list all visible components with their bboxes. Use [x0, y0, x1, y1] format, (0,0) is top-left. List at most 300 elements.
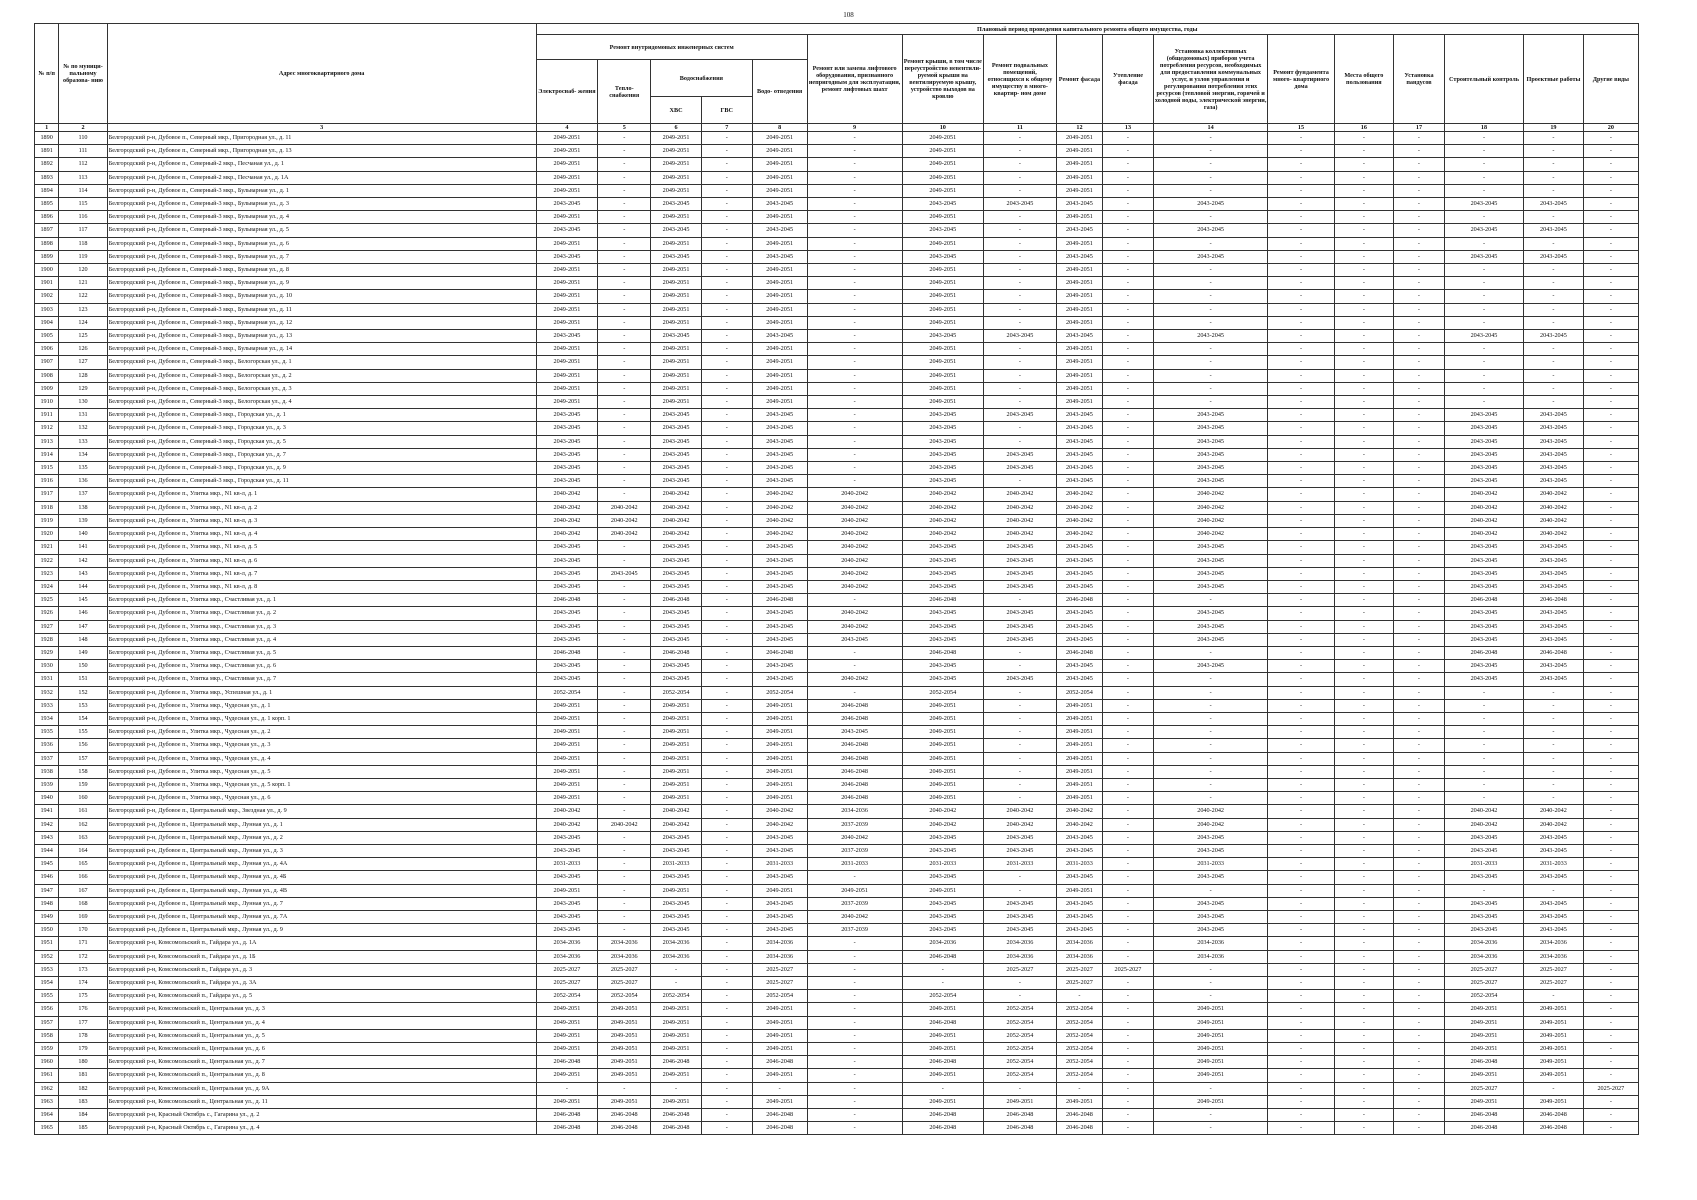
table-cell: - [1268, 739, 1334, 752]
table-row [35, 237, 1639, 250]
table-cell: - [1394, 264, 1445, 277]
table-cell: - [1153, 343, 1268, 356]
table-cell: - [1103, 237, 1154, 250]
table-cell: 2052-2054 [1444, 990, 1523, 1003]
table-cell: - [1444, 211, 1523, 224]
table-cell: - [701, 633, 752, 646]
table-cell: 132 [59, 422, 108, 435]
table-cell: - [1583, 171, 1638, 184]
col-header-gvs: ГВС [701, 97, 752, 124]
table-cell: - [1444, 396, 1523, 409]
table-cell: 2049-2051 [1056, 343, 1102, 356]
table-cell: - [701, 924, 752, 937]
table-row [35, 937, 1639, 950]
table-cell: Белгородский р-н, Дубовое п., Северный-2 мкр., Песчаная ул., д. 1 [107, 158, 536, 171]
table-cell: 2037-2039 [807, 897, 902, 910]
table-cell: 2049-2051 [1056, 184, 1102, 197]
table-row [35, 1069, 1639, 1082]
table-cell: - [984, 382, 1057, 395]
table-cell: 1939 [35, 778, 59, 791]
table-cell: - [1268, 435, 1334, 448]
table-cell: - [1394, 924, 1445, 937]
table-cell: - [1103, 739, 1154, 752]
table-cell: - [1524, 765, 1584, 778]
table-cell: - [598, 303, 651, 316]
table-cell: - [1334, 277, 1394, 290]
table-cell: - [1103, 369, 1154, 382]
table-cell: 2040-2042 [807, 541, 902, 554]
table-cell: - [1334, 620, 1394, 633]
table-cell: 2049-2051 [902, 1003, 984, 1016]
table-cell: - [1103, 462, 1154, 475]
table-cell: - [984, 290, 1057, 303]
table-cell: 2043-2045 [984, 620, 1057, 633]
column-number: 13 [1103, 124, 1154, 132]
table-cell: - [1444, 290, 1523, 303]
table-cell: 2043-2045 [651, 409, 702, 422]
table-row [35, 422, 1639, 435]
table-cell: 1961 [35, 1069, 59, 1082]
table-cell: - [701, 673, 752, 686]
table-cell: 2043-2045 [902, 620, 984, 633]
table-cell: 2049-2051 [1524, 1003, 1584, 1016]
table-cell: 172 [59, 950, 108, 963]
table-cell: 2040-2042 [1056, 528, 1102, 541]
table-cell: 2043-2045 [1524, 910, 1584, 923]
table-cell: - [1583, 316, 1638, 329]
table-cell: 2043-2045 [1056, 198, 1102, 211]
table-cell: - [1583, 673, 1638, 686]
table-cell: 2043-2045 [1524, 673, 1584, 686]
table-cell: - [1103, 752, 1154, 765]
table-cell: 2046-2048 [651, 594, 702, 607]
table-cell: 2049-2051 [902, 237, 984, 250]
table-cell: - [1583, 963, 1638, 976]
table-row [35, 950, 1639, 963]
table-cell: 2043-2045 [536, 844, 598, 857]
table-cell: - [701, 475, 752, 488]
table-cell: - [1394, 356, 1445, 369]
table-cell: 2043-2045 [752, 422, 807, 435]
table-cell: - [1334, 198, 1394, 211]
column-number: 15 [1268, 124, 1334, 132]
table-cell: - [1394, 752, 1445, 765]
table-cell: - [1524, 237, 1584, 250]
table-cell: - [701, 1122, 752, 1135]
table-cell: - [1268, 580, 1334, 593]
table-cell: 2031-2033 [902, 858, 984, 871]
table-cell: 2049-2051 [752, 396, 807, 409]
table-cell: - [1394, 382, 1445, 395]
table-cell: 151 [59, 673, 108, 686]
table-cell: - [598, 924, 651, 937]
table-cell: - [984, 977, 1057, 990]
table-row [35, 726, 1639, 739]
table-cell: 2049-2051 [752, 1003, 807, 1016]
table-cell: - [1334, 1069, 1394, 1082]
table-cell: 2049-2051 [598, 1016, 651, 1029]
table-cell: 2043-2045 [536, 660, 598, 673]
table-cell: - [1583, 752, 1638, 765]
column-number: 5 [598, 124, 651, 132]
table-cell: - [1268, 699, 1334, 712]
table-cell: 2025-2027 [1524, 963, 1584, 976]
col-header-common-places: Места общего пользования [1334, 35, 1394, 124]
table-cell: - [1334, 171, 1394, 184]
table-cell: 118 [59, 237, 108, 250]
table-cell: 1950 [35, 924, 59, 937]
table-cell: - [701, 1016, 752, 1029]
column-number: 4 [536, 124, 598, 132]
table-cell: 2046-2048 [752, 1056, 807, 1069]
table-cell: 2043-2045 [984, 910, 1057, 923]
table-cell: - [1334, 237, 1394, 250]
column-number: 16 [1334, 124, 1394, 132]
table-cell: - [1334, 435, 1394, 448]
table-cell: 2043-2045 [984, 462, 1057, 475]
table-cell: 2046-2048 [807, 739, 902, 752]
table-cell: 150 [59, 660, 108, 673]
table-cell: - [1153, 726, 1268, 739]
table-cell: - [1103, 977, 1154, 990]
table-cell: 2043-2045 [536, 541, 598, 554]
table-cell: 2052-2054 [536, 686, 598, 699]
table-row [35, 343, 1639, 356]
table-cell: 2043-2045 [651, 435, 702, 448]
table-row [35, 145, 1639, 158]
table-cell: - [1153, 712, 1268, 725]
table-row [35, 211, 1639, 224]
table-cell: Белгородский р-н, Дубовое п., Северный мкр., Пригородная ул., д. 11 [107, 132, 536, 145]
table-cell: 2025-2027 [752, 977, 807, 990]
table-cell: - [807, 290, 902, 303]
table-cell: - [1583, 1003, 1638, 1016]
table-cell: - [598, 673, 651, 686]
table-cell: - [1334, 1095, 1394, 1108]
table-cell: - [807, 448, 902, 461]
table-cell: 2049-2051 [651, 145, 702, 158]
table-cell: - [598, 831, 651, 844]
table-cell: 1949 [35, 910, 59, 923]
table-cell: - [598, 739, 651, 752]
table-cell: - [807, 409, 902, 422]
table-cell: 2049-2051 [752, 316, 807, 329]
table-cell: 2040-2042 [752, 488, 807, 501]
table-cell: 1897 [35, 224, 59, 237]
table-cell: 1921 [35, 541, 59, 554]
table-cell: - [1583, 831, 1638, 844]
table-cell: 2043-2045 [1444, 924, 1523, 937]
table-cell: - [1583, 541, 1638, 554]
table-cell: - [1334, 818, 1394, 831]
table-cell: 138 [59, 501, 108, 514]
table-cell: - [902, 977, 984, 990]
table-cell: - [1334, 303, 1394, 316]
table-cell: 2043-2045 [536, 831, 598, 844]
table-cell: - [1268, 211, 1334, 224]
table-cell: - [701, 356, 752, 369]
table-cell: Белгородский р-н, Дубовое п., Центральный мкр., Лунная ул., д. 7А [107, 910, 536, 923]
table-cell: 2046-2048 [807, 712, 902, 725]
table-cell: - [807, 660, 902, 673]
table-cell: - [701, 910, 752, 923]
table-cell: - [1268, 1122, 1334, 1135]
table-row [35, 277, 1639, 290]
table-cell: 2049-2051 [536, 145, 598, 158]
table-cell: - [1394, 316, 1445, 329]
table-cell: 1919 [35, 514, 59, 527]
table-cell: - [1268, 224, 1334, 237]
table-cell: - [598, 435, 651, 448]
table-cell: 2025-2027 [536, 963, 598, 976]
table-cell: - [1268, 818, 1334, 831]
table-cell: - [1583, 884, 1638, 897]
table-cell: 2040-2042 [984, 514, 1057, 527]
table-cell: - [1444, 726, 1523, 739]
table-cell: - [1268, 396, 1334, 409]
table-cell: 2040-2042 [1444, 501, 1523, 514]
table-cell: - [807, 1109, 902, 1122]
table-cell: 2046-2048 [807, 765, 902, 778]
table-cell: 2046-2048 [902, 1122, 984, 1135]
table-cell: - [701, 171, 752, 184]
table-cell: 1936 [35, 739, 59, 752]
table-cell: - [1334, 514, 1394, 527]
table-cell: 2043-2045 [752, 831, 807, 844]
table-cell: - [807, 462, 902, 475]
table-cell: - [1444, 343, 1523, 356]
table-row [35, 884, 1639, 897]
table-cell: - [1103, 1029, 1154, 1042]
table-cell: - [807, 990, 902, 1003]
table-cell: 2052-2054 [984, 1016, 1057, 1029]
table-cell: 126 [59, 343, 108, 356]
table-cell: - [1524, 699, 1584, 712]
table-cell: - [1394, 673, 1445, 686]
table-cell: 2043-2045 [902, 435, 984, 448]
table-row [35, 1056, 1639, 1069]
table-cell: 2043-2045 [1524, 633, 1584, 646]
table-cell: - [701, 184, 752, 197]
table-cell: - [807, 330, 902, 343]
table-cell: 165 [59, 858, 108, 871]
table-cell: 2049-2051 [902, 132, 984, 145]
table-cell: Белгородский р-н, Дубовое п., Северный-3 мкр., Городская ул., д. 1 [107, 409, 536, 422]
table-cell: 2049-2051 [752, 1043, 807, 1056]
table-cell: - [701, 422, 752, 435]
table-cell: 2049-2051 [598, 1029, 651, 1042]
table-cell: - [1583, 369, 1638, 382]
table-cell: 2049-2051 [651, 290, 702, 303]
table-cell: 2040-2042 [1524, 501, 1584, 514]
table-cell: - [1103, 184, 1154, 197]
table-cell: 2049-2051 [536, 303, 598, 316]
table-cell: - [1583, 778, 1638, 791]
table-cell: 2049-2051 [536, 369, 598, 382]
table-cell: - [1103, 554, 1154, 567]
table-cell: 2043-2045 [752, 844, 807, 857]
table-cell: 2049-2051 [1153, 1043, 1268, 1056]
table-cell: - [1153, 264, 1268, 277]
table-cell: 2046-2048 [536, 646, 598, 659]
table-cell: 2040-2042 [1153, 805, 1268, 818]
table-cell: - [1103, 132, 1154, 145]
table-cell: - [1268, 422, 1334, 435]
table-cell: 2049-2051 [902, 277, 984, 290]
table-cell: 167 [59, 884, 108, 897]
table-cell: 2049-2051 [536, 171, 598, 184]
table-cell: 2043-2045 [1153, 554, 1268, 567]
table-cell: - [1583, 792, 1638, 805]
table-cell: 2049-2051 [1056, 264, 1102, 277]
table-cell: - [1268, 765, 1334, 778]
table-cell: - [1103, 422, 1154, 435]
table-cell: - [1444, 792, 1523, 805]
table-row [35, 198, 1639, 211]
table-cell: - [1153, 290, 1268, 303]
table-cell: - [1394, 211, 1445, 224]
table-cell: - [1056, 990, 1102, 1003]
table-cell: 2043-2045 [1153, 224, 1268, 237]
table-cell: - [701, 990, 752, 1003]
table-cell: 1915 [35, 462, 59, 475]
table-cell: 2043-2045 [752, 607, 807, 620]
table-cell: 1890 [35, 132, 59, 145]
table-cell: 2049-2051 [1153, 1029, 1268, 1042]
table-row [35, 435, 1639, 448]
table-cell: - [1394, 224, 1445, 237]
table-cell: 147 [59, 620, 108, 633]
table-cell: 2049-2051 [651, 303, 702, 316]
table-cell: 2040-2042 [1153, 488, 1268, 501]
table-cell: 2049-2051 [536, 739, 598, 752]
table-cell: 2052-2054 [984, 1029, 1057, 1042]
table-cell: - [1444, 303, 1523, 316]
table-cell: 129 [59, 382, 108, 395]
table-cell: - [807, 1029, 902, 1042]
table-cell: 2046-2048 [1444, 594, 1523, 607]
table-cell: - [1334, 1082, 1394, 1095]
table-row [35, 1029, 1639, 1042]
table-cell: - [1268, 937, 1334, 950]
table-cell: 1956 [35, 1003, 59, 1016]
table-cell: - [1103, 792, 1154, 805]
table-cell: 2049-2051 [902, 1095, 984, 1108]
table-cell: 2049-2051 [902, 726, 984, 739]
col-header-drain: Водо- отведения [752, 60, 807, 124]
table-cell: - [1583, 554, 1638, 567]
table-cell: - [1583, 633, 1638, 646]
table-cell: - [807, 382, 902, 395]
table-cell: 2049-2051 [902, 158, 984, 171]
table-cell: - [1394, 462, 1445, 475]
table-cell: - [1444, 158, 1523, 171]
table-cell: - [807, 963, 902, 976]
table-cell: - [1103, 1069, 1154, 1082]
table-cell: 2043-2045 [1056, 633, 1102, 646]
table-cell: 2049-2051 [598, 1003, 651, 1016]
table-cell: - [1444, 132, 1523, 145]
table-cell: - [984, 211, 1057, 224]
table-row [35, 778, 1639, 791]
table-cell: Белгородский р-н, Дубовое п., Северный-3 мкр., Бульварная ул., д. 3 [107, 198, 536, 211]
table-cell: - [1394, 1069, 1445, 1082]
table-cell: 2043-2045 [1153, 831, 1268, 844]
col-header-basement: Ремонт подвальных помещений, относящихся к общему имуществу в много- квартир- ном доме [984, 35, 1057, 124]
table-cell: - [1583, 501, 1638, 514]
table-cell: - [1334, 184, 1394, 197]
table-cell: 1892 [35, 158, 59, 171]
table-cell: 2040-2042 [1056, 818, 1102, 831]
table-cell: 163 [59, 831, 108, 844]
table-cell: 2049-2051 [1056, 303, 1102, 316]
table-cell: 1893 [35, 171, 59, 184]
table-cell: 2040-2042 [807, 554, 902, 567]
table-cell: - [984, 184, 1057, 197]
table-cell: 2043-2045 [1056, 910, 1102, 923]
column-number: 17 [1394, 124, 1445, 132]
table-cell: - [1583, 250, 1638, 263]
col-header-meters: Установка коллективных (общедомовых) приборов учета потребления ресурсов, необходимых для предоставления коммунальных услуг, и узлов управления и регулирования потребления этих ресурсов (тепловой энергии, горячей и холодной воды, электрической энергии, газа) [1153, 35, 1268, 124]
table-cell: - [1394, 937, 1445, 950]
table-cell: 2034-2036 [598, 937, 651, 950]
table-row [35, 184, 1639, 197]
table-cell: 2052-2054 [598, 990, 651, 1003]
table-cell: - [1103, 145, 1154, 158]
table-cell: 2049-2051 [902, 264, 984, 277]
table-cell: 2049-2051 [536, 699, 598, 712]
table-cell: 2043-2045 [902, 475, 984, 488]
table-cell: - [1334, 858, 1394, 871]
table-cell: - [1394, 844, 1445, 857]
table-cell: Белгородский р-н, Дубовое п., Северный-3 мкр., Городская ул., д. 3 [107, 422, 536, 435]
table-row [35, 594, 1639, 607]
table-cell: Белгородский р-н, Комсомольский п., Центральная ул., д. 5 [107, 1029, 536, 1042]
table-cell: 2049-2051 [1444, 1003, 1523, 1016]
table-cell: 2043-2045 [984, 580, 1057, 593]
table-cell: - [1444, 712, 1523, 725]
table-cell: - [1334, 567, 1394, 580]
table-cell: 2049-2051 [536, 792, 598, 805]
table-cell: 2040-2042 [1153, 528, 1268, 541]
table-cell: 2043-2045 [1153, 198, 1268, 211]
table-cell: - [1583, 660, 1638, 673]
column-number: 19 [1524, 124, 1584, 132]
table-cell: 2052-2054 [902, 990, 984, 1003]
table-cell: 2043-2045 [902, 330, 984, 343]
table-cell: 2046-2048 [1524, 1122, 1584, 1135]
table-cell: 2040-2042 [1444, 818, 1523, 831]
table-cell: 2049-2051 [752, 356, 807, 369]
table-cell: 2043-2045 [1444, 580, 1523, 593]
table-cell: 2049-2051 [902, 792, 984, 805]
table-cell: - [984, 475, 1057, 488]
table-cell: 2043-2045 [1444, 475, 1523, 488]
table-cell: - [1103, 250, 1154, 263]
table-cell: 2049-2051 [902, 765, 984, 778]
table-cell: 2040-2042 [1444, 528, 1523, 541]
table-cell: - [1334, 501, 1394, 514]
table-cell: - [1334, 1056, 1394, 1069]
table-cell: - [807, 343, 902, 356]
table-cell: 1965 [35, 1122, 59, 1135]
table-cell: - [1103, 673, 1154, 686]
col-header-lift: Ремонт или замена лифтового оборудования, признанного непригодным для эксплуатации, ремонт лифтовых шахт [807, 35, 902, 124]
table-cell: 2040-2042 [752, 528, 807, 541]
table-cell: Белгородский р-н, Дубовое п., Улитка мкр., Чудесная ул., д. 3 [107, 739, 536, 752]
table-cell: 166 [59, 871, 108, 884]
table-cell: - [1394, 1003, 1445, 1016]
